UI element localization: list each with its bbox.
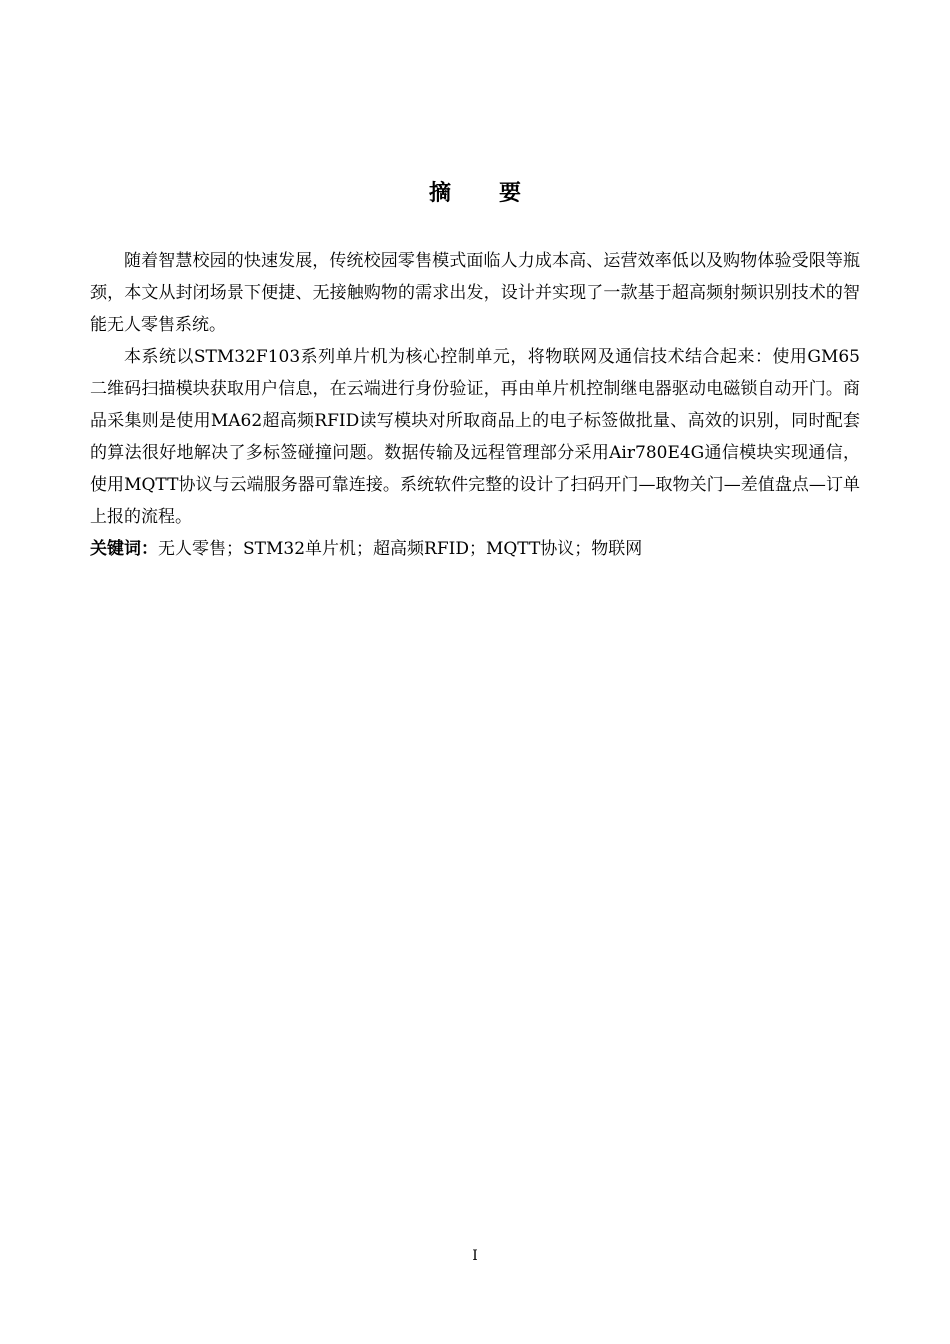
page-title: 摘要 bbox=[428, 181, 569, 206]
page-number: I bbox=[472, 1248, 478, 1264]
keywords-list: 无人零售；STM32单片机；超高频RFID；MQTT协议；物联网 bbox=[158, 539, 643, 559]
abstract-paragraph-2: 本系统以STM32F103系列单片机为核心控制单元，将物联网及通信技术结合起来：使用GM65二维码扫描模块获取用户信息，在云端进行身份验证，再由单片机控制继电器驱动电磁锁自动开门。商品采集则是使用MA62超高频RFID读写模块对所取商品上的电子标签做批量、高效的识别，同时配套的算法很好地解决了多标签碰撞问题。数据传输及远程管理部分采用Air780E4G通信模块实现通信，使用MQTT协议与云端服务器可靠连接。系统软件完整的设计了扫码开门—取物关门—差值盘点—订单上报的流程。 bbox=[90, 347, 860, 527]
abstract-paragraph-1: 随着智慧校园的快速发展，传统校园零售模式面临人力成本高、运营效率低以及购物体验受限等瓶颈，本文从封闭场景下便捷、无接触购物的需求出发，设计并实现了一款基于超高频射频识别技术的智能无人零售系统。 bbox=[90, 251, 860, 335]
keywords-line bbox=[90, 533, 860, 565]
keywords-label: 关键词： bbox=[90, 539, 158, 559]
abstract-body bbox=[90, 245, 860, 565]
